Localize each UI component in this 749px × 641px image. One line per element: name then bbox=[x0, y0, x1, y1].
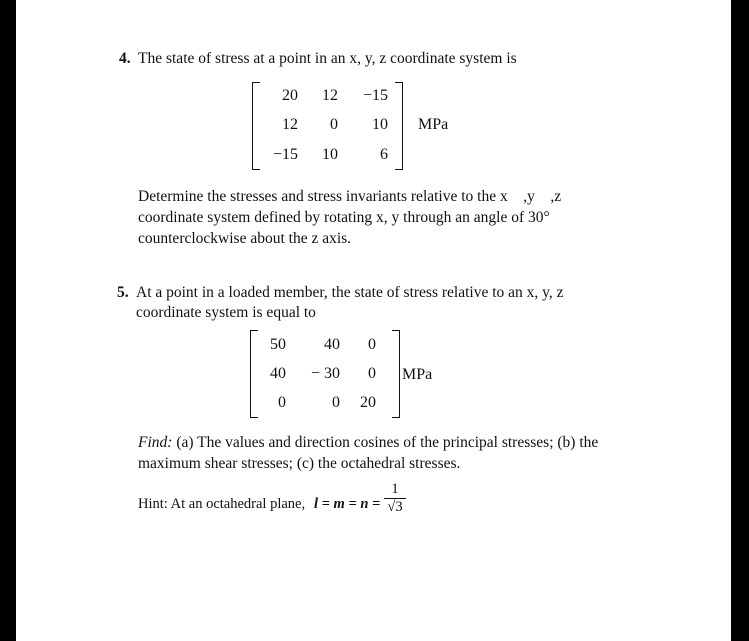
unit-label-4: MPa bbox=[418, 116, 449, 133]
matrix-cell: 10 bbox=[322, 146, 338, 163]
unit-label-5: MPa bbox=[402, 366, 433, 383]
right-bracket bbox=[395, 82, 403, 170]
problem-4-question-line: Determine the stresses and stress invariants relative to the x ,y ,z bbox=[138, 188, 562, 205]
problem-5-find bbox=[138, 434, 598, 452]
right-bracket bbox=[392, 330, 400, 418]
matrix-cell: 0 bbox=[278, 394, 286, 411]
matrix-cell: 40 bbox=[270, 365, 286, 382]
matrix-cell: 40 bbox=[324, 336, 340, 353]
fraction-denominator: √3 bbox=[387, 499, 403, 515]
matrix-cell: −15 bbox=[272, 146, 298, 163]
matrix-cell: 20 bbox=[282, 87, 298, 104]
problem-4-intro: The state of stress at a point in an x, y, z coordinate system is bbox=[138, 50, 517, 67]
problem-4-question-line: counterclockwise about the z axis. bbox=[138, 230, 352, 247]
matrix-cell: 12 bbox=[282, 116, 298, 133]
problem-5-intro-line: At a point in a loaded member, the state of stress relative to an x, y, z bbox=[136, 284, 564, 301]
matrix-cell: 0 bbox=[368, 336, 376, 353]
fraction-numerator: 1 bbox=[384, 481, 406, 499]
hint-fraction bbox=[384, 481, 406, 516]
document-page bbox=[16, 0, 731, 641]
matrix-cell: 12 bbox=[322, 87, 338, 104]
problem-5-intro-line: coordinate system is equal to bbox=[136, 304, 316, 321]
find-text: (a) The values and direction cosines of the principal stresses; (b) the bbox=[172, 434, 599, 451]
problem-4-question-line: coordinate system defined by rotating x, y through an angle of 30° bbox=[138, 209, 550, 226]
matrix-cell: 6 bbox=[380, 146, 388, 163]
stress-matrix-4 bbox=[252, 82, 412, 172]
stress-matrix-5 bbox=[250, 330, 410, 420]
hint-text: Hint: At an octahedral plane, bbox=[138, 496, 306, 512]
left-bracket bbox=[252, 82, 260, 170]
problem-5-number: 5. bbox=[117, 284, 129, 301]
matrix-cell: 10 bbox=[372, 116, 388, 133]
problem-5-find-line: maximum shear stresses; (c) the octahedral stresses. bbox=[138, 455, 461, 472]
matrix-cell: 0 bbox=[332, 394, 340, 411]
matrix-cell: 20 bbox=[360, 394, 376, 411]
matrix-cell: 0 bbox=[368, 365, 376, 382]
problem-4-number: 4. bbox=[119, 50, 131, 67]
find-label: Find: bbox=[138, 434, 173, 451]
matrix-cell: 0 bbox=[330, 116, 338, 133]
matrix-cell: −15 bbox=[362, 87, 388, 104]
hint-equation: l = m = n = bbox=[314, 496, 381, 512]
matrix-cell: − 30 bbox=[310, 365, 340, 382]
matrix-cell: 50 bbox=[270, 336, 286, 353]
